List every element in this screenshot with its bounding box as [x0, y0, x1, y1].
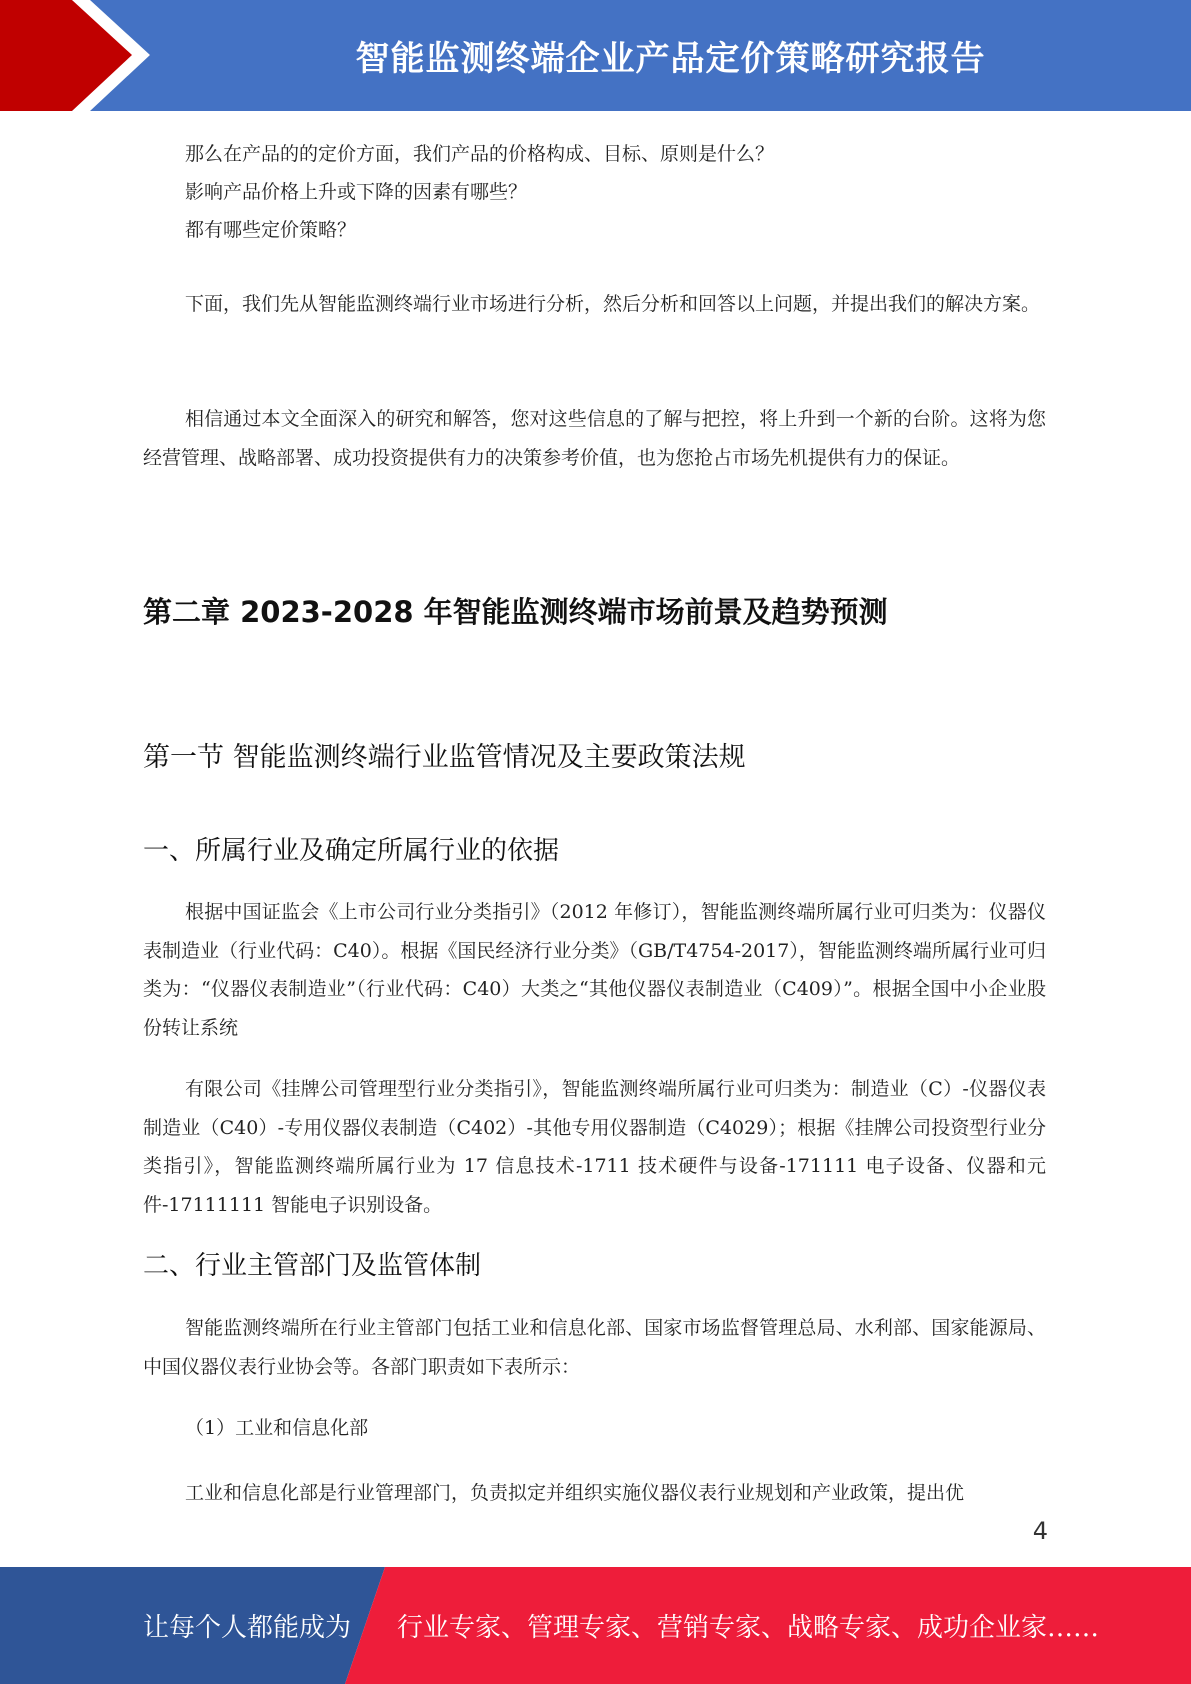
section-heading: 第一节 智能监测终端行业监管情况及主要政策法规 — [143, 742, 746, 773]
intro-question-2: 影响产品价格上升或下降的因素有哪些？ — [185, 181, 528, 203]
regulator-paragraph-2: 工业和信息化部是行业管理部门，负责拟定并组织实施仪器仪表行业规划和产业政策，提出优 — [185, 1482, 965, 1504]
intro-question-3: 都有哪些定价策略？ — [185, 219, 357, 241]
footer-slogan-left: 让每个人都能成为 — [143, 1613, 352, 1643]
header-banner — [0, 0, 1191, 111]
subsection-heading-2: 二、行业主管部门及监管体制 — [143, 1251, 482, 1281]
footer-banner — [0, 1567, 1191, 1684]
footer-slogan-right: 行业专家、管理专家、营销专家、战略专家、成功企业家…… — [397, 1613, 1100, 1643]
industry-paragraph-1: 根据中国证监会《上市公司行业分类指引》（2012 年修订），智能监测终端所属行业可归类为：仪器仪表制造业（行业代码：C40）。根据《国民经济行业分类》（GB/T4754-2017），智能监测终端所属行业可归类为：“仪器仪表制造业”（行业代码：C40）大类之“其他仪器仪表制造业（C409）”。根据全国中小企业股份转让系统 — [143, 901, 1046, 1039]
industry-paragraph-2: 有限公司《挂牌公司管理型行业分类指引》，智能监测终端所属行业可归类为：制造业（C）-仪器仪表制造业（C40）-专用仪器仪表制造（C402）-其他专用仪器制造（C4029）；根据《挂牌公司投资型行业分类指引》，智能监测终端所属行业为 17 信息技术-1711 技术硬件与设备-171111 电子设备、仪器和元件-17111111 智能电子识别设备。 — [143, 1078, 1046, 1216]
intro-question-1: 那么在产品的的定价方面，我们产品的价格构成、目标、原则是什么？ — [185, 143, 775, 165]
page-number: 4 — [1032, 1517, 1048, 1545]
intro-paragraph-2: 相信通过本文全面深入的研究和解答，您对这些信息的了解与把控，将上升到一个新的台阶。这将为您经营管理、战略部署、成功投资提供有力的决策参考价值，也为您抢占市场先机提供有力的保证。 — [143, 408, 1046, 469]
regulator-paragraph-1: 智能监测终端所在行业主管部门包括工业和信息化部、国家市场监督管理总局、水利部、国家能源局、中国仪器仪表行业协会等。各部门职责如下表所示： — [143, 1317, 1046, 1378]
regulator-item-1: （1）工业和信息化部 — [185, 1417, 369, 1439]
chapter-heading: 第二章 2023-2028 年智能监测终端市场前景及趋势预测 — [143, 595, 888, 629]
report-title: 智能监测终端企业产品定价策略研究报告 — [355, 39, 986, 79]
intro-paragraph-1: 下面，我们先从智能监测终端行业市场进行分析，然后分析和回答以上问题，并提出我们的解决方案。 — [185, 293, 1041, 315]
subsection-heading-1: 一、所属行业及确定所属行业的依据 — [143, 836, 560, 866]
